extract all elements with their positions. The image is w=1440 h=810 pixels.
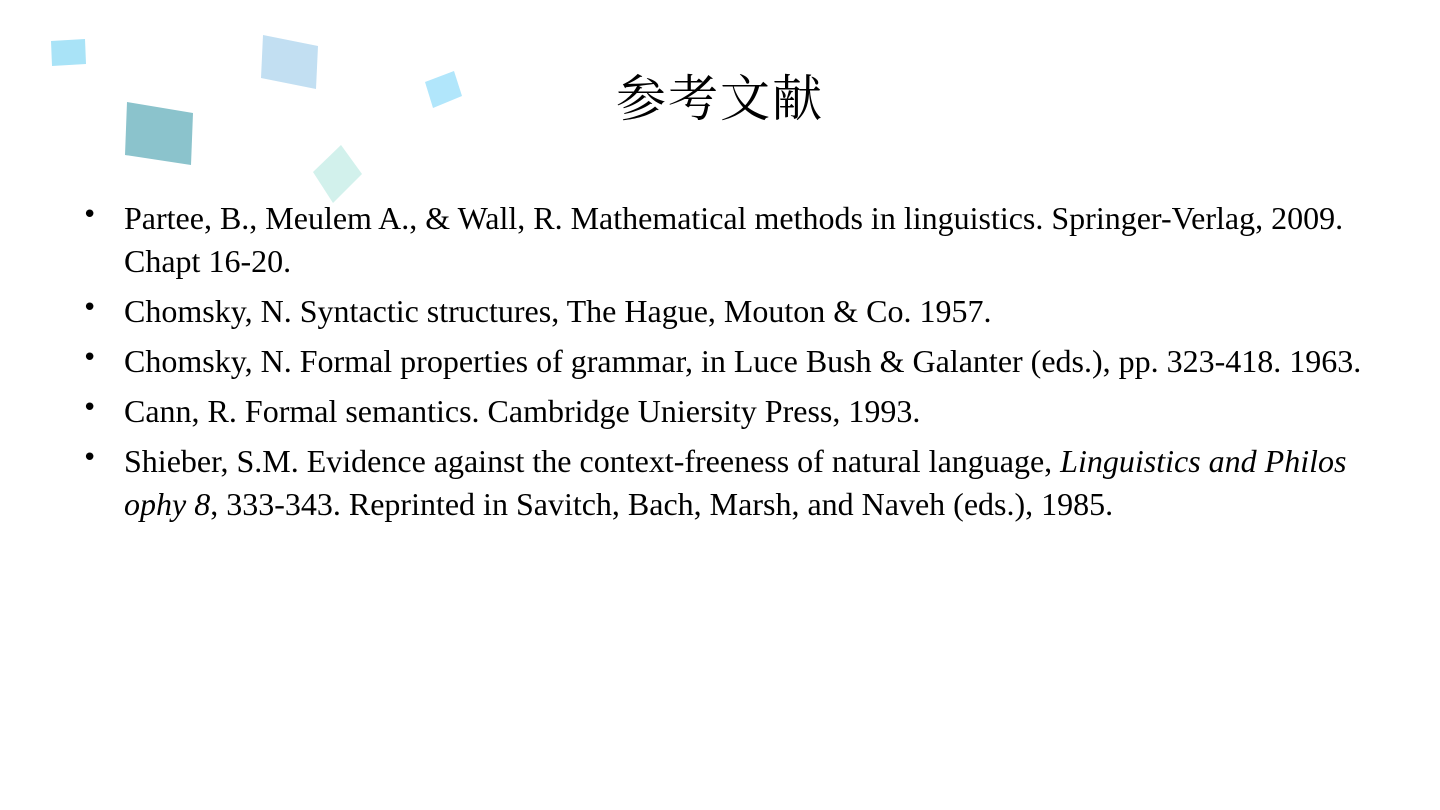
bullet-icon: • — [82, 343, 98, 373]
reference-item — [82, 390, 1362, 433]
decorative-square-5 — [313, 145, 362, 203]
decorative-square-1 — [51, 39, 86, 66]
reference-item — [82, 290, 1362, 333]
reference-text: Chomsky, N. Formal properties of grammar, in Luce Bush & Galanter (eds.), pp. 323-418. 1963. — [124, 343, 1362, 379]
reference-journal: Linguistics and Philosophy 8 — [124, 443, 1347, 522]
bullet-icon: • — [82, 393, 98, 423]
bullet-icon: • — [82, 200, 98, 230]
reference-text-lead: Shieber, S.M. Evidence against the context-freeness of natural language, — [124, 443, 1061, 479]
reference-item — [82, 197, 1362, 283]
reference-item — [82, 340, 1362, 383]
reference-text-tail: , 333-343. Reprinted in Savitch, Bach, Marsh, and Naveh (eds.), 1985. — [210, 486, 1114, 522]
reference-list — [82, 197, 1362, 533]
reference-text: Cann, R. Formal semantics. Cambridge Uniersity Press, 1993. — [124, 393, 921, 429]
bullet-icon: • — [82, 443, 98, 473]
reference-item — [82, 440, 1362, 526]
bullet-icon: • — [82, 293, 98, 323]
reference-text: Partee, B., Meulem A., & Wall, R. Mathematical methods in linguistics. Springer-Verlag, 2009. Chapt 16-20. — [124, 200, 1344, 279]
reference-text: Chomsky, N. Syntactic structures, The Hague, Mouton & Co. 1957. — [124, 293, 992, 329]
slide-title: 参考文献 — [616, 70, 824, 128]
